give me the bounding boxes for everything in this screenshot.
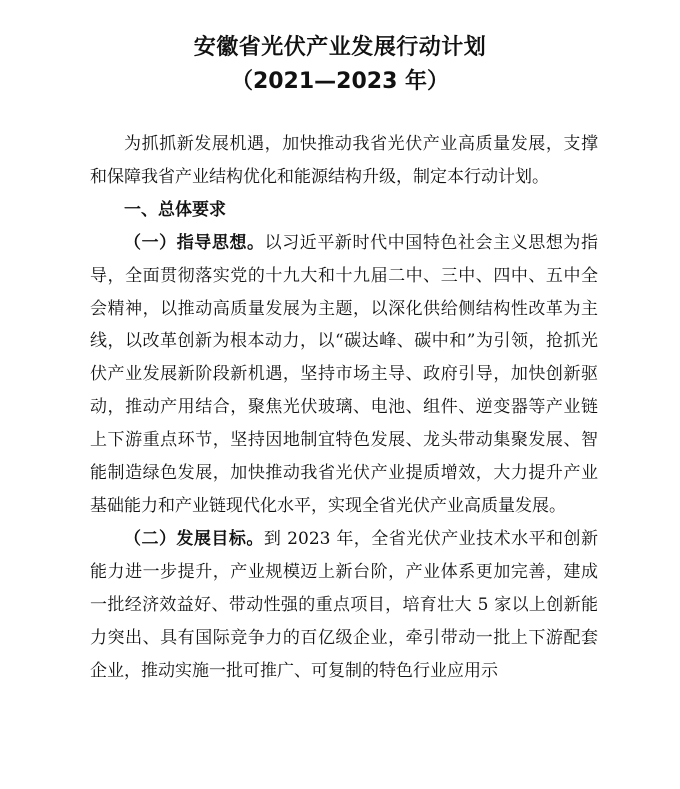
document-subtitle: （2021—2023 年） bbox=[230, 69, 450, 94]
document-body bbox=[90, 128, 598, 687]
paragraph-text: 到 2023 年，全省光伏产业技术水平和创新能力进一步提升，产业规模迈上新台阶，产业体系更加完善，建成一批经济效益好、带动性强的重点项目，培育壮大 5 家以上创新能力突出、具有国际竞争力的百亿级企业，牵引带动一批上下游配套企业，推动实施一批可推广、可复制的特色行业应用示 bbox=[90, 528, 599, 681]
document-title: 安徽省光伏产业发展行动计划 bbox=[193, 35, 487, 60]
paragraph-lead: （二）发展目标。 bbox=[124, 528, 264, 549]
development-goals-paragraph bbox=[90, 523, 598, 688]
paragraph-lead: （一）指导思想。 bbox=[124, 232, 265, 253]
guiding-ideology-paragraph bbox=[90, 227, 598, 523]
intro-paragraph: 为抓抓新发展机遇，加快推动我省光伏产业高质量发展，支撑和保障我省产业结构优化和能源结构升级，制定本行动计划。 bbox=[90, 134, 598, 187]
paragraph-text: 以习近平新时代中国特色社会主义思想为指导，全面贯彻落实党的十九大和十九届二中、三中、四中、五中全会精神，以推动高质量发展为主题，以深化供给侧结构性改革为主线，以改革创新为根本动力，以“碳达峰、碳中和”为引领，抢抓光伏产业发展新阶段新机遇，坚持市场主导、政府引导，加快创新驱动，推动产用结合，聚焦光伏玻璃、电池、组件、逆变器等产业链上下游重点环节，坚持因地制宜特色发展、龙头带动集聚发展、智能制造绿色发展，加快推动我省光伏产业提质增效，大力提升产业基础能力和产业链现代化水平，实现全省光伏产业高质量发展。 bbox=[90, 232, 599, 516]
section-heading: 一、总体要求 bbox=[124, 199, 226, 220]
